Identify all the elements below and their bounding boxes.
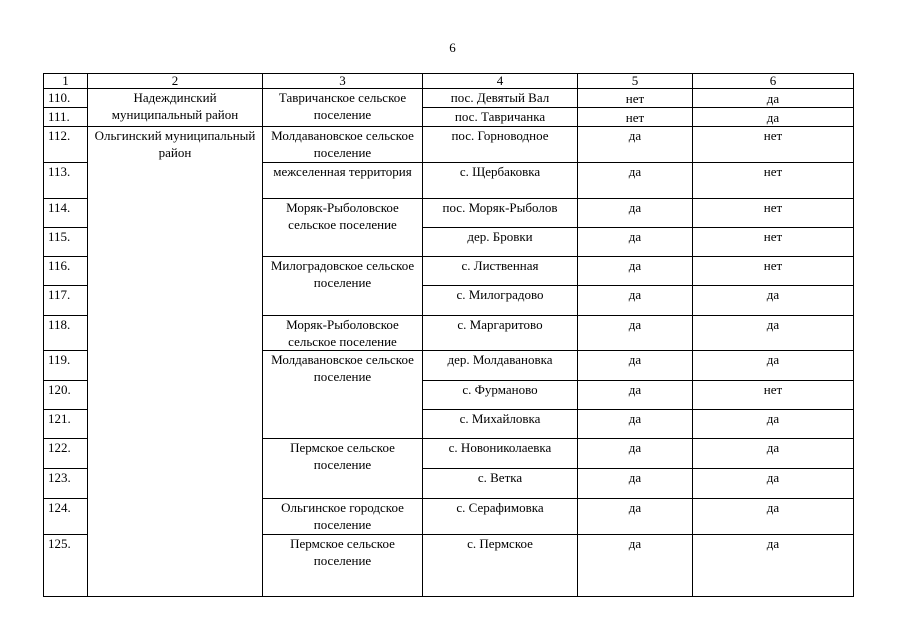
- row-number: 117.: [44, 286, 88, 316]
- column-header-5: 5: [578, 74, 693, 89]
- col5-cell: да: [578, 469, 693, 499]
- col6-cell: да: [693, 535, 854, 597]
- table-row: [44, 127, 854, 163]
- row-number: 124.: [44, 499, 88, 535]
- settlement-cell: Тавричанское сельское поселение: [263, 89, 423, 127]
- column-header-2: 2: [88, 74, 263, 89]
- row-number: 120.: [44, 381, 88, 410]
- col5-cell: да: [578, 228, 693, 257]
- col5-cell: да: [578, 381, 693, 410]
- locality-cell: с. Михайловка: [423, 410, 578, 439]
- settlement-cell: межселенная территория: [263, 163, 423, 199]
- settlements-table: [43, 73, 854, 597]
- locality-cell: пос. Моряк-Рыболов: [423, 199, 578, 228]
- col6-cell: да: [693, 286, 854, 316]
- col6-cell: нет: [693, 199, 854, 228]
- column-header-6: 6: [693, 74, 854, 89]
- row-number: 110.: [44, 89, 88, 108]
- col6-cell: да: [693, 499, 854, 535]
- row-number: 113.: [44, 163, 88, 199]
- col5-cell: нет: [578, 108, 693, 127]
- locality-cell: пос. Девятый Вал: [423, 89, 578, 108]
- locality-cell: дер. Молдавановка: [423, 351, 578, 381]
- col6-cell: нет: [693, 228, 854, 257]
- row-number: 121.: [44, 410, 88, 439]
- locality-cell: с. Новониколаевка: [423, 439, 578, 469]
- col5-cell: да: [578, 127, 693, 163]
- settlement-cell: Ольгинское городское поселение: [263, 499, 423, 535]
- settlement-cell: Милоградовское сельское поселение: [263, 257, 423, 316]
- col6-cell: нет: [693, 381, 854, 410]
- table-header-row: [44, 74, 854, 89]
- row-number: 116.: [44, 257, 88, 286]
- col6-cell: да: [693, 469, 854, 499]
- col5-cell: нет: [578, 89, 693, 108]
- col5-cell: да: [578, 535, 693, 597]
- district-cell: Надеждинский муниципальный район: [88, 89, 263, 127]
- settlement-cell: Пермское сельское поселение: [263, 439, 423, 499]
- settlement-cell: Молдавановское сельское поселение: [263, 127, 423, 163]
- locality-cell: с. Милоградово: [423, 286, 578, 316]
- col5-cell: да: [578, 499, 693, 535]
- col5-cell: да: [578, 316, 693, 351]
- col5-cell: да: [578, 286, 693, 316]
- locality-cell: пос. Тавричанка: [423, 108, 578, 127]
- col6-cell: да: [693, 351, 854, 381]
- row-number: 125.: [44, 535, 88, 597]
- col6-cell: да: [693, 439, 854, 469]
- column-header-3: 3: [263, 74, 423, 89]
- row-number: 112.: [44, 127, 88, 163]
- page-number: 6: [449, 40, 456, 55]
- locality-cell: с. Маргаритово: [423, 316, 578, 351]
- locality-cell: пос. Горноводное: [423, 127, 578, 163]
- col5-cell: да: [578, 163, 693, 199]
- locality-cell: с. Серафимовка: [423, 499, 578, 535]
- col6-cell: нет: [693, 163, 854, 199]
- row-number: 123.: [44, 469, 88, 499]
- settlement-cell: Моряк-Рыболовское сельское поселение: [263, 199, 423, 257]
- col5-cell: да: [578, 351, 693, 381]
- col5-cell: да: [578, 439, 693, 469]
- column-header-1: 1: [44, 74, 88, 89]
- col5-cell: да: [578, 199, 693, 228]
- settlement-cell: Пермское сельское поселение: [263, 535, 423, 597]
- table-row: [44, 89, 854, 108]
- col6-cell: нет: [693, 127, 854, 163]
- col6-cell: да: [693, 89, 854, 108]
- col5-cell: да: [578, 257, 693, 286]
- col6-cell: да: [693, 410, 854, 439]
- locality-cell: с. Щербаковка: [423, 163, 578, 199]
- locality-cell: с. Пермское: [423, 535, 578, 597]
- row-number: 122.: [44, 439, 88, 469]
- col6-cell: да: [693, 108, 854, 127]
- row-number: 119.: [44, 351, 88, 381]
- row-number: 111.: [44, 108, 88, 127]
- settlement-cell: Молдавановское сельское поселение: [263, 351, 423, 439]
- column-header-4: 4: [423, 74, 578, 89]
- col6-cell: да: [693, 316, 854, 351]
- locality-cell: дер. Бровки: [423, 228, 578, 257]
- district-cell: Ольгинский муниципальный район: [88, 127, 263, 597]
- row-number: 115.: [44, 228, 88, 257]
- locality-cell: с. Ветка: [423, 469, 578, 499]
- settlement-cell: Моряк-Рыболовское сельское поселение: [263, 316, 423, 351]
- col6-cell: нет: [693, 257, 854, 286]
- col5-cell: да: [578, 410, 693, 439]
- row-number: 114.: [44, 199, 88, 228]
- locality-cell: с. Фурманово: [423, 381, 578, 410]
- row-number: 118.: [44, 316, 88, 351]
- locality-cell: с. Лиственная: [423, 257, 578, 286]
